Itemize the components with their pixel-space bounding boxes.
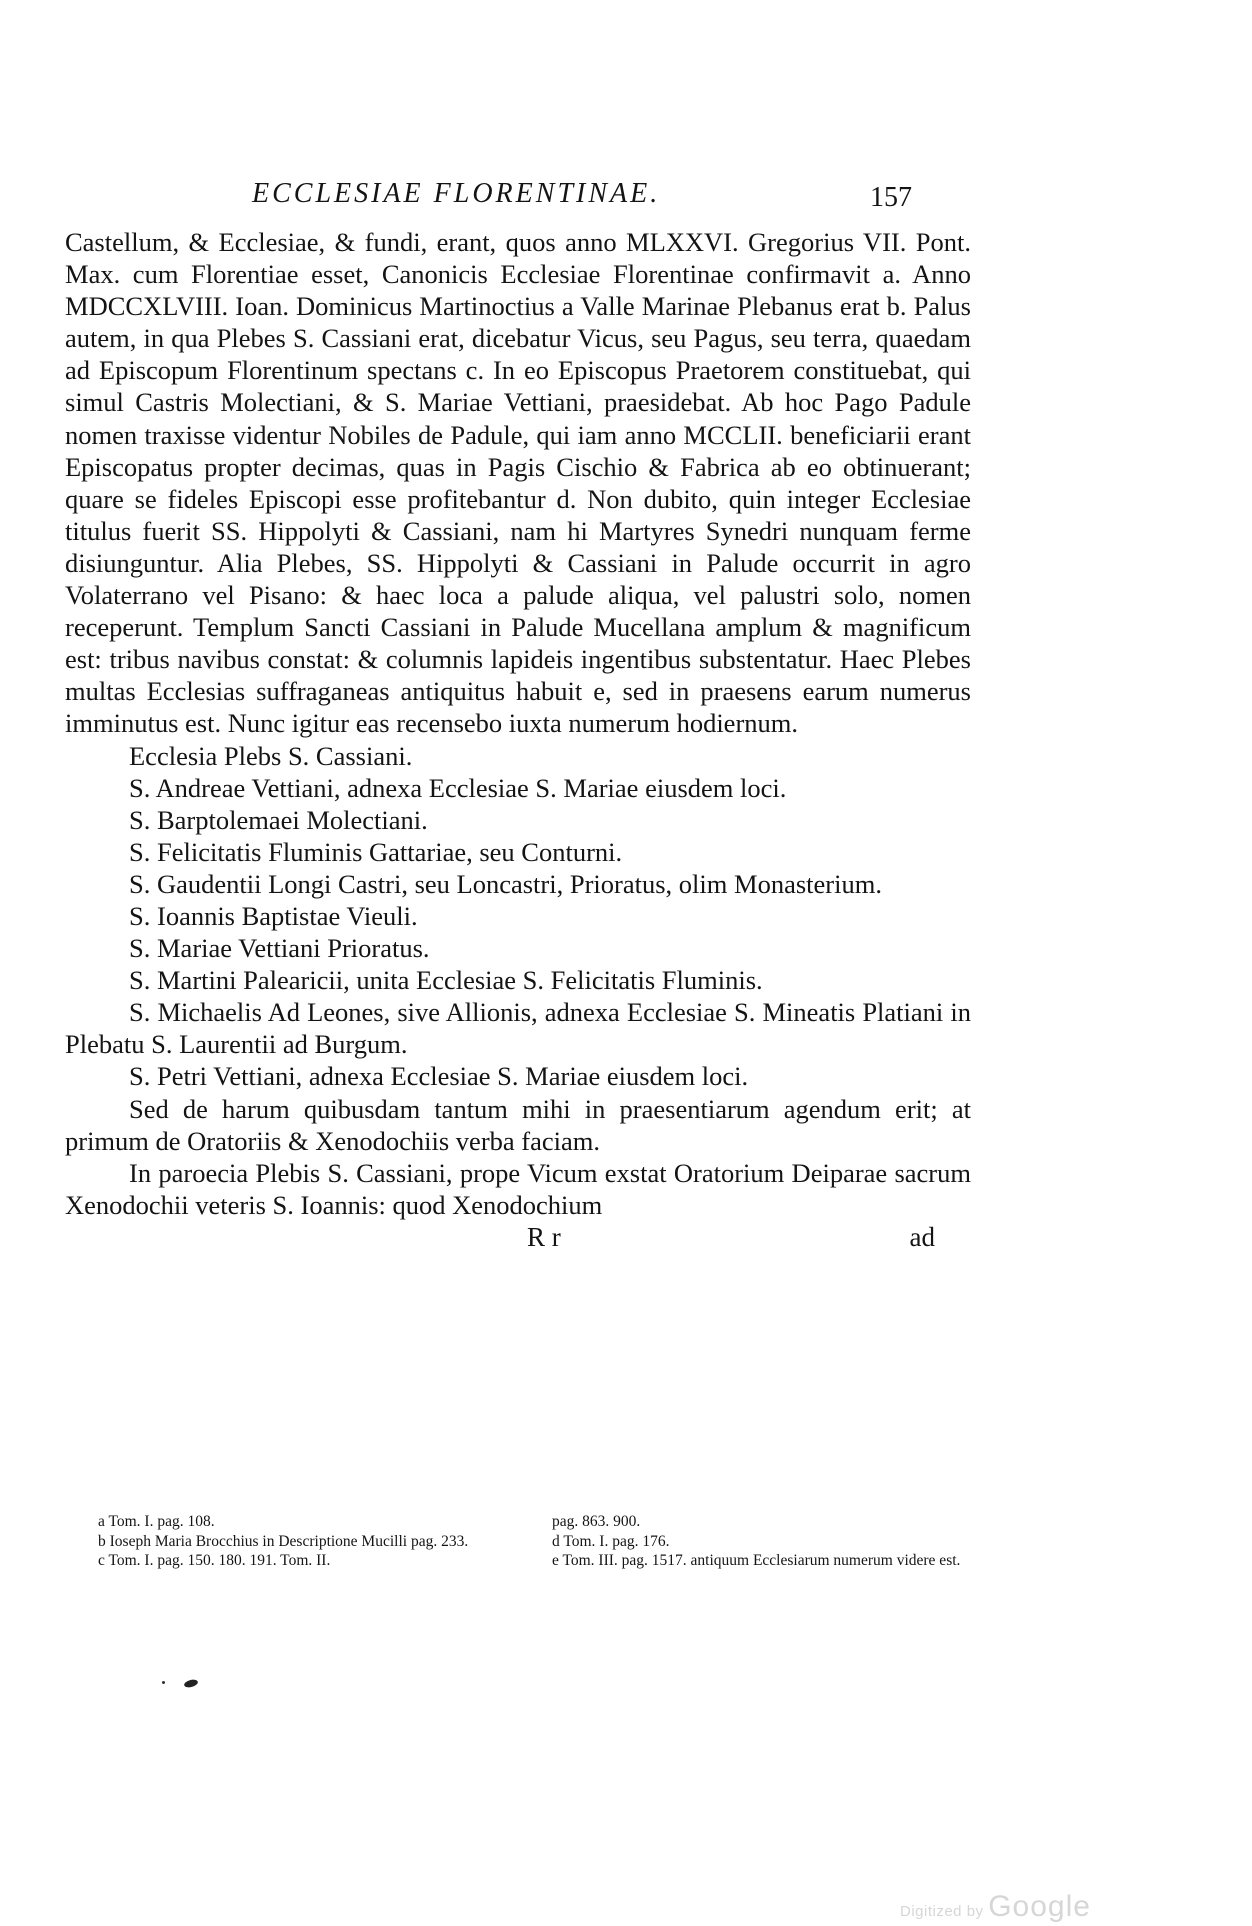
list-item: S. Felicitatis Fluminis Gattariae, seu Conturni. (129, 836, 623, 867)
list-item: Ecclesia Plebs S. Cassiani. (129, 740, 413, 771)
footnotes (98, 1512, 978, 1571)
list-item: S. Barptolemaei Molectiani. (129, 804, 428, 835)
list-item: S. Gaudentii Longi Castri, seu Loncastri, Prioratus, olim Monasterium. (129, 868, 882, 899)
list-item: S. Martini Palearicii, unita Ecclesiae S. Felicitatis Fluminis. (129, 965, 763, 996)
footnote: d Tom. I. pag. 176. (552, 1532, 670, 1550)
catch-row (65, 1221, 971, 1255)
list-item: S. Petri Vettiani, adnexa Ecclesiae S. Mariae eiusdem loci. (129, 1061, 749, 1092)
catchword: ad (909, 1221, 935, 1252)
footnote: pag. 863. 900. (552, 1513, 641, 1530)
digitized-watermark (900, 1890, 1091, 1924)
church-list (65, 740, 971, 1093)
footnote: c Tom. I. pag. 150. 180. 191. Tom. II. (98, 1552, 331, 1570)
paragraph-2: Sed de harum quibusdam tantum mihi in praesentiarum agendum erit; at primum de Oratoriis & Xenodochiis verba faciam. (65, 1093, 971, 1156)
signature-mark: R r (527, 1221, 561, 1252)
footnote: a Tom. I. pag. 108. (98, 1513, 215, 1530)
ink-blot (183, 1678, 198, 1688)
list-item: S. Michaelis Ad Leones, sive Allionis, adnexa Ecclesiae S. Mineatis Platiani in Plebatu S. Laurentii ad Burgum. (65, 997, 971, 1060)
footnotes-left (98, 1512, 524, 1571)
page-number: 157 (870, 182, 912, 213)
list-item: S. Mariae Vettiani Prioratus. (129, 933, 430, 964)
watermark-big: Google (988, 1890, 1091, 1923)
ink-speck (162, 1681, 165, 1684)
paragraph-3: In paroecia Plebis S. Cassiani, prope Vicum exstat Oratorium Deiparae sacrum Xenodochii veteris S. Ioannis: quod Xenodochium (65, 1157, 971, 1220)
footnotes-right (552, 1512, 978, 1571)
list-item: S. Andreae Vettiani, adnexa Ecclesiae S. Mariae eiusdem loci. (129, 772, 787, 803)
footnote: e Tom. III. pag. 1517. antiquum Ecclesiarum numerum videre est. (552, 1552, 961, 1570)
list-item: S. Ioannis Baptistae Vieuli. (129, 900, 418, 931)
footnote: b Ioseph Maria Brocchius in Descriptione Mucilli pag. 233. (98, 1532, 469, 1550)
main-text (65, 226, 971, 1255)
paragraph-1: Castellum, & Ecclesiae, & fundi, erant, quos anno MLXXVI. Gregorius VII. Pont. Max. cum Florentiae esset, Canonicis Ecclesiae Florentinae confirmavit a. Anno MDCCXLVIII. Ioan. Dominicus Martinoctius a Valle Marinae Plebanus erat b. Palus autem, in qua Plebes S. Cassiani erat, dicebatur Vicus, seu Pagus, seu terra, quaedam ad Episcopum Florentinum spectans c. In eo Episcopus Praetorem constituebat, qui simul Castris Molectiani, & S. Mariae Vettiani, praesidebat. Ab hoc Pago Padule nomen traxisse videntur Nobiles de Padule, qui iam anno MCCLII. beneficiarii erant Episcopatus propter decimas, quas in Pagis Cischio & Fabrica ab eo obtinuerant; quare se fideles Episcopi esse profitebantur d. Non dubito, quin integer Ecclesiae titulus fuerit SS. Hippolyti & Cassiani, nam hi Martyres Synedri nunquam ferme disiunguntur. Alia Plebes, SS. Hippolyti & Cassiani in Palude occurrit in agro Volaterrano vel Pisano: & haec loca a palude aliqua, vel palustri solo, nomen receperunt. Templum Sancti Cassiani in Palude Mucellana amplum & magnificum est: tribus navibus constat: & columnis lapideis ingentibus substentatur. Haec Plebes multas Ecclesias suffraganeas antiquitus habuit e, sed in praesens earum numerus imminutus est. Nunc igitur eas recensebo iuxta numerum hodiernum. (65, 227, 971, 739)
watermark-small: Digitized by (900, 1903, 984, 1920)
running-head: ECCLESIAE FLORENTINAE. (252, 178, 661, 209)
